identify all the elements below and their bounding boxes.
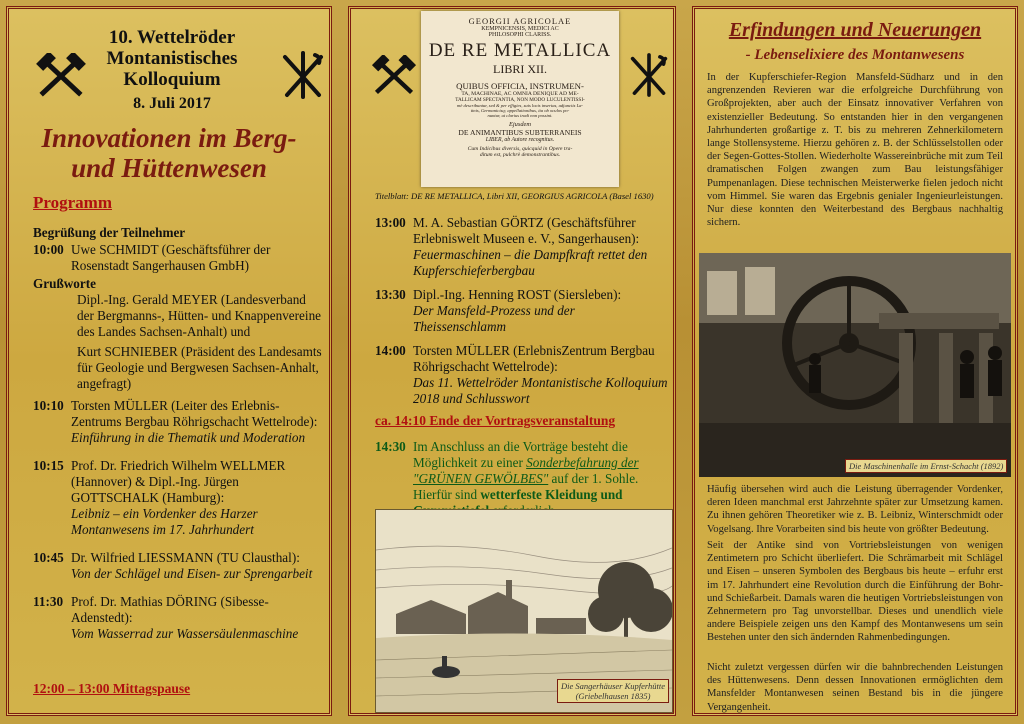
article-heading: Erfindungen und Neuerungen <box>728 19 982 41</box>
article-paragraph-2: Häufig übersehen wird auch die Leistung überragender Vordenker, deren Ideen manchmal erst Jahrzehnte später zur Umsetzung kamen. Zu ihnen gehören Theoretiker wie z. B. Leibniz, Winterschmidt oder Vogelsang. Ihre Vorarbeiten sind bis heute von größter Bedeutung. <box>707 484 1003 535</box>
grusswort-1: Dipl.-Ing. Gerald MEYER (Landesverband der Bergmanns-, Hütten- und Knappenvereine des Landes Sachsen-Anhalt) und <box>77 292 322 339</box>
grussworte-heading: Grußworte <box>33 276 96 291</box>
article-panel-right <box>692 6 1018 716</box>
title-page-image: GEORGII AGRICOLAE KEMPNICENSIS, MEDICI AC PHILOSOPHI CLARISS. DE RE METALLICA LIBRI XII. QUIBUS OFFICIA, INSTRUMEN- TA, MACHINAE, AC OMNIA DENIQUE AD ME- TALLICAM SPECTANTIA, NON MODO LUCULENTISSI- mè describuntur, sed & per effigies, suis locis insertas, adjunctis La- tinis, Germanicisq; appellationibus, ita ob oculos po- nuntur, ut clarius tradi non possint. Ejusdem DE ANIMANTIBUS SUBTERRANEIS LIBER, ab Autore recognitus. Cum Indicibus diversis, quicquid in Opere tra- ditum est, pulchrè demonstrantibus. <box>421 11 619 187</box>
machine-hall-icon <box>699 253 1011 477</box>
article-paragraph-3: Seit der Antike sind von Vortriebsleistungen von wenigen Zentimetern pro Schicht überliefert. Die Schrämarbeit mit Schlägel und Eisen – unseren Symbolen des Bergbaus bis heute – erfuhr erst im 17. Jahrhundert eine Revolution durch die Einführung der Bohr- und Schießarbeit. Damals waren die heutigen Vortriebsleistungen von Zehnermetern pro Tag unvorstellbar. Dieses und unendlich viele andere Beispiele zeigen uns den Kampf des Montanwesens um sein Bestehen unter den sich ändernden Rahmenbedingungen. <box>707 540 1003 644</box>
headline: Innovationen im Berg- und Hüttenwesen <box>41 123 297 183</box>
end-of-talks: ca. 14:10 Ende der Vortragsveranstaltung <box>375 413 616 428</box>
program-item: 11:30 Prof. Dr. Mathias DÖRING (Sibesse-Adenstedt): Vom Wasserrad zur Wassersäulenmaschine <box>33 594 299 641</box>
program-list-afternoon <box>375 215 671 519</box>
program-item: 10:15 Prof. Dr. Friedrich Wilhelm WELLMER (Hannover) & Dipl.-Ing. Jürgen GOTTSCHALK (Hamburg): Leibniz – ein Vordenker des Harzer Montanwesens im 17. Jahrhundert <box>33 458 286 537</box>
article-subheading: - Lebenselixiere des Montanwesens <box>745 47 965 63</box>
program-item: 13:30 Dipl.-Ing. Henning ROST (Siersleben): Der Mansfeld-Prozess und der Theissenschlamm <box>375 287 622 334</box>
program-item: 10:45 Dr. Wilfried LIESSMANN (TU Clausthal): Von der Schlägel und Eisen- zur Sprengarbeit <box>33 550 313 581</box>
engraving-caption: Die Sangerhäuser Kupferhütte (Griebelhausen 1835) <box>557 679 669 703</box>
tour-link[interactable]: Sonderbefahrung der "GRÜNEN GEWÖLBES" <box>413 455 639 486</box>
alchemy-symbol-icon <box>629 53 669 97</box>
event-date: 8. Juli 2017 <box>133 95 211 112</box>
event-title: 10. Wettelröder Montanistisches Kolloquium <box>106 27 238 90</box>
article-paragraph-1: In der Kupferschiefer-Region Mansfeld-Südharz und in den angrenzenden Revieren war die erfolgreiche Durchführung von Großprojekten, aber auch der Einsatz innovativer Verfahren von existenzieller Bedeutung. So entstanden hier in den vergangenen Jahrhunderten großartige z. T. bis zu mehreren Zehnerkilometern lange Stollensysteme. Hierzu gehören z. B. der Schlüsselstollen oder der Segen-Gottes-Stollen. Wiederholte Wassereinbrüche mit zum Teil dramatischen Folgen zwangen zum Bau leistungsfähiger Pumpenanlagen. Diese technischen Meisterwerke fielen jedoch nicht vom Himmel. Sie waren das Ergebnis genialer Ingenieurleistungen. Nur diese konnten den Weiterbestand des Bergbaus nachhaltig sichern. <box>707 72 1003 229</box>
alchemy-symbol-icon <box>281 51 325 99</box>
program-label: Programm <box>33 193 112 212</box>
welcome-heading: Begrüßung der Teilnehmer <box>33 225 186 240</box>
lunch-break: 12:00 – 13:00 Mittagspause <box>33 681 191 696</box>
article-paragraph-4: Nicht zuletzt vergessen dürfen wir die bahnbrechenden Leistungen des Hüttenwesens. Denn dessen Innovationen ermöglichten dem Mansfelder Montanwesen seinen Bestand bis in die jüngere Vergangenheit. <box>707 662 1003 713</box>
program-item: 13:00 M. A. Sebastian GÖRTZ (Geschäftsführer Erlebniswelt Museen e. V., Sangerhausen): Feuermaschinen – die Dampfkraft rettet den Kupferschieferbergbau <box>375 215 648 278</box>
program-panel-left <box>6 6 332 716</box>
program-list-morning <box>33 225 323 642</box>
program-item: 14:00 Torsten MÜLLER (ErlebnisZentrum Bergbau Röhrigschacht Wettelrode): Das 11. Wettelröder Montanistische Kolloquium 2018 und Schlusswort <box>375 343 668 406</box>
program-panel-middle <box>348 6 676 716</box>
program-item-tour: 14:30 Im Anschluss an die Vorträge besteht die Möglichkeit zu einer Sonderbefahrung der "GRÜNEN GEWÖLBES" auf der 1. Sohle. Hierfür sind wetterfeste Kleidung und <box>375 439 639 502</box>
machine-hall-photo <box>699 253 1011 477</box>
program-item: 10:10 Torsten MÜLLER (Leiter des Erlebnis-Zentrums Bergbau Röhrigschacht Wettelrode): Einführung in die Thematik und Moderation <box>33 398 318 445</box>
program-item: 10:00 Uwe SCHMIDT (Geschäftsführer der Rosenstadt Sangerhausen GmbH) <box>33 242 271 273</box>
machine-hall-caption: Die Maschinenhalle im Ernst-Schacht (1892) <box>845 459 1007 473</box>
grusswort-2: Kurt SCHNIEBER (Präsident des Landesamts für Geologie und Bergwesen Sachsen-Anhalt, angefragt) <box>77 344 322 391</box>
title-page-caption: Titelblatt: DE RE METALLICA, Libri XII, GEORGIUS AGRICOLA (Basel 1630) <box>375 191 654 201</box>
hammer-and-pick-icon <box>371 55 417 95</box>
